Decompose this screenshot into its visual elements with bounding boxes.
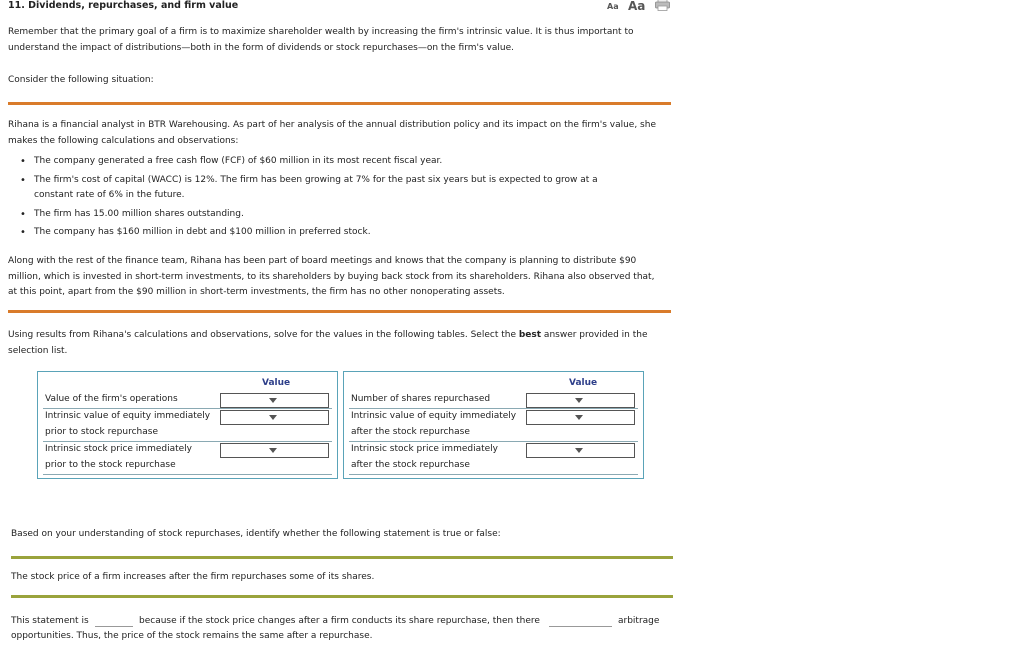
table-row: Intrinsic value of equity immediately after the stock repurchase xyxy=(349,409,638,442)
pre-repurchase-table xyxy=(37,371,338,479)
list-item: • The firm's cost of capital (WACC) is 12%. The firm has been growing at 7% for the past six years but is expected to grow at a constant rate of 6% in the future. xyxy=(34,173,654,204)
chevron-down-icon xyxy=(575,448,583,453)
table-row: Value of the firm's operations xyxy=(43,392,332,409)
answer-part2: because if the stock price changes after a firm conducts its share repurchase, then there xyxy=(139,616,540,626)
chevron-down-icon xyxy=(269,415,277,420)
chevron-down-icon xyxy=(575,415,583,420)
chevron-down-icon xyxy=(269,448,277,453)
list-item: • The company has $160 million in debt and $100 million in preferred stock. xyxy=(34,225,654,241)
distribution-paragraph: Along with the rest of the finance team, Rihana has been part of board meetings and knows that the company is planning to distribute $90 million, which is invested in short-term investments, to its shareholders by buying back stock from its shareholders. Rihana also observed that, at this point, apart from the $90 million in short-term investments, the firm has no other nonoperating assets. xyxy=(8,256,655,297)
table-row: Intrinsic stock price immediately after the stock repurchase xyxy=(349,442,638,475)
equity-value-before-select[interactable] xyxy=(220,410,329,425)
scenario-paragraph: Rihana is a financial analyst in BTR Warehousing. As part of her analysis of the annual distribution policy and its impact on the firm's value, she makes the following calculations and observations: xyxy=(8,120,656,146)
truefalse-statement: The stock price of a firm increases after the firm repurchases some of its shares. xyxy=(11,572,375,582)
page-title: 11. Dividends, repurchases, and firm value xyxy=(8,0,239,11)
observations-list xyxy=(8,154,654,244)
table-row: Number of shares repurchased xyxy=(349,392,638,409)
true-false-select[interactable] xyxy=(95,626,133,627)
answer-part1: This statement is xyxy=(11,616,89,626)
table-row: Intrinsic value of equity immediately prior to stock repurchase xyxy=(43,409,332,442)
section-divider xyxy=(11,556,673,559)
stock-price-before-select[interactable] xyxy=(220,443,329,458)
truefalse-prompt: Based on your understanding of stock repurchases, identify whether the following statement is true or false: xyxy=(11,529,501,539)
list-item: • The company generated a free cash flow (FCF) of $60 million in its most recent fiscal year. xyxy=(34,154,654,170)
table-row: Intrinsic stock price immediately prior to the stock repurchase xyxy=(43,442,332,475)
answer-line2: opportunities. Thus, the price of the stock remains the same after a repurchase. xyxy=(11,631,373,641)
answer-part3: arbitrage xyxy=(618,616,660,626)
printer-icon[interactable] xyxy=(655,0,670,11)
intro-paragraph: Remember that the primary goal of a firm is to maximize shareholder wealth by increasing the firm's intrinsic value. It is thus important to understand the impact of distributions—both in the form of dividends or stock repurchases—on the firm's value. xyxy=(8,27,634,53)
equity-value-after-select[interactable] xyxy=(526,410,635,425)
chevron-down-icon xyxy=(269,398,277,403)
firm-operations-value-select[interactable] xyxy=(220,393,329,408)
list-item: • The firm has 15.00 million shares outstanding. xyxy=(34,207,654,223)
consider-text: Consider the following situation: xyxy=(8,75,154,85)
chevron-down-icon xyxy=(575,398,583,403)
arbitrage-select[interactable] xyxy=(549,626,612,627)
section-divider xyxy=(11,595,673,598)
value-column-header: Value xyxy=(569,378,598,388)
instructions-paragraph: Using results from Rihana's calculations and observations, solve for the values in the following tables. Select the best answer provided in the selection list. xyxy=(8,330,648,356)
shares-repurchased-select[interactable] xyxy=(526,393,635,408)
value-column-header: Value xyxy=(262,378,291,388)
decrease-text-size-button[interactable]: Aa xyxy=(607,2,619,11)
section-divider xyxy=(8,310,671,313)
post-repurchase-table xyxy=(343,371,644,479)
section-divider xyxy=(8,102,671,105)
increase-text-size-button[interactable]: Aa xyxy=(628,0,646,13)
stock-price-after-select[interactable] xyxy=(526,443,635,458)
